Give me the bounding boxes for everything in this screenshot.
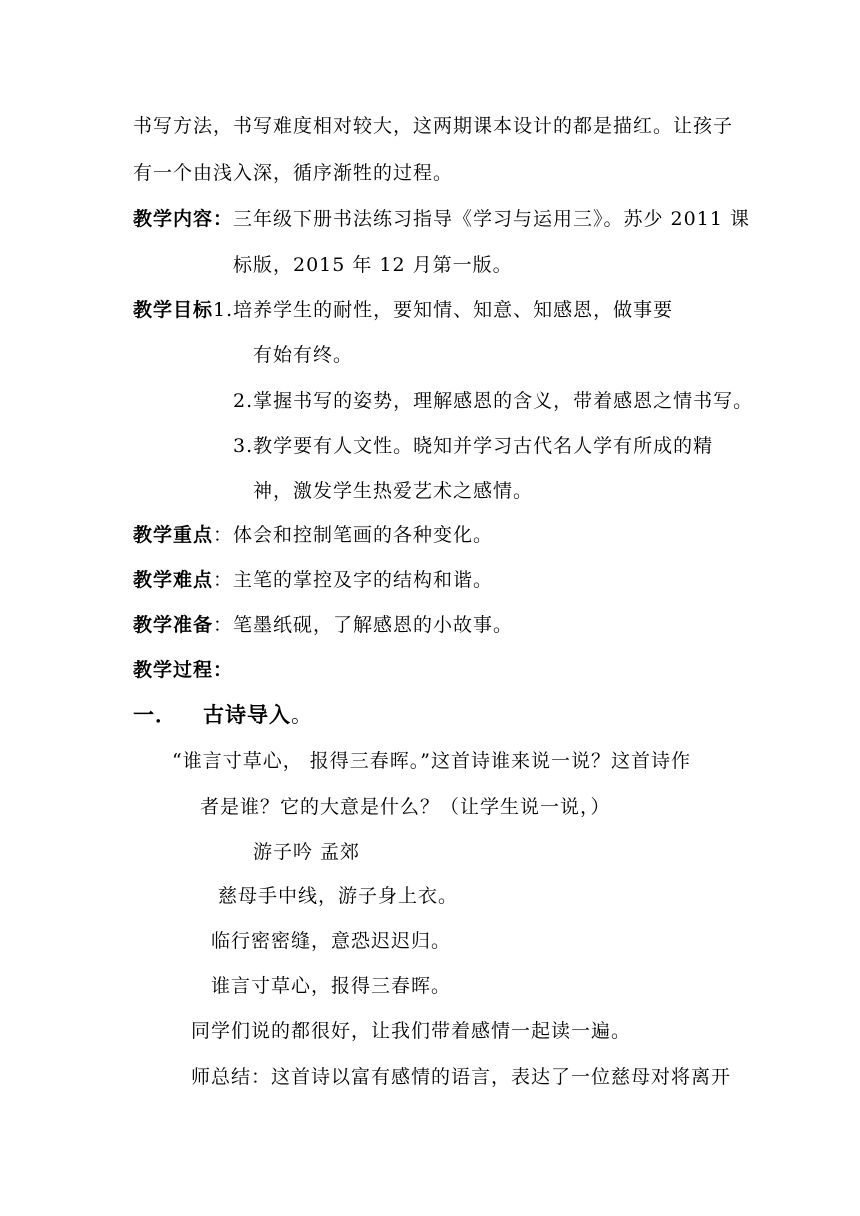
teaching-preparation [133,613,513,637]
prompt-line-2: 者是谁？它的大意是什么？（让学生说一说，） [200,796,611,818]
section-1-title-end: 。 [291,703,313,727]
teaching-difficulty-label: 教学难点 [133,569,214,591]
section-1-title: 古诗导入 [203,702,291,727]
teaching-content [133,207,750,231]
teaching-difficulty-text: ：主笔的掌控及字的结构和谐。 [213,569,494,591]
poem-title: 游子吟 孟郊 [253,841,361,863]
goal-1-text: 1.培养学生的耐性，要知情、知意、知感恩，做事要 [213,299,674,321]
section-1-heading [133,703,313,727]
summary-line-1: 师总结：这首诗以富有感情的语言，表达了一位慈母对将离开 [191,1066,732,1088]
goal-3-continued: 神，激发学生热爱艺术之感情。 [253,480,534,502]
poem-line-2: 临行密密缝，意恐迟迟归。 [211,930,452,952]
teaching-focus-text: ：体会和控制笔画的各种变化。 [213,524,494,546]
intro-line-2: 有一个由浅入深，循序渐牲的过程。 [133,162,454,184]
teaching-preparation-label: 教学准备 [133,614,214,636]
goal-3-text: 3.教学要有人文性。晓知并学习古代名人学有所成的精 [233,435,714,457]
teaching-process-label: 教学过程： [133,659,234,681]
teaching-content-text: 三年级下册书法练习指导《学习与运用三》。苏少 2011 课 [233,208,750,230]
goal-2-text: 2.掌握书写的姿势，理解感恩的含义，带着感恩之情书写。 [233,390,754,412]
section-1-number: 一． [133,702,177,727]
teaching-goals-label: 教学目标 [133,299,214,321]
teaching-content-continued: 标版，2015 年 12 月第一版。 [233,254,513,276]
teaching-focus-label: 教学重点 [133,524,214,546]
teaching-content-label: 教学内容： [133,208,234,230]
teaching-focus [133,523,493,547]
prompt-line-1: “谁言寸草心， 报得三春晖。”这首诗谁来说一说？这首诗作 [172,750,691,772]
goal-1-continued: 有始有终。 [253,344,354,366]
after-poem-line: 同学们说的都很好，让我们带着感情一起读一遍。 [191,1020,632,1042]
poem-line-3: 谁言寸草心，报得三春晖。 [211,975,452,997]
teaching-difficulty [133,568,493,592]
teaching-preparation-text: ：笔墨纸砚，了解感恩的小故事。 [213,614,514,636]
intro-line-1: 书写方法，书写难度相对较大，这两期课本设计的都是描红。让孩子 [133,115,734,137]
teaching-goals [133,298,673,322]
poem-line-1: 慈母手中线，游子身上衣。 [218,885,459,907]
